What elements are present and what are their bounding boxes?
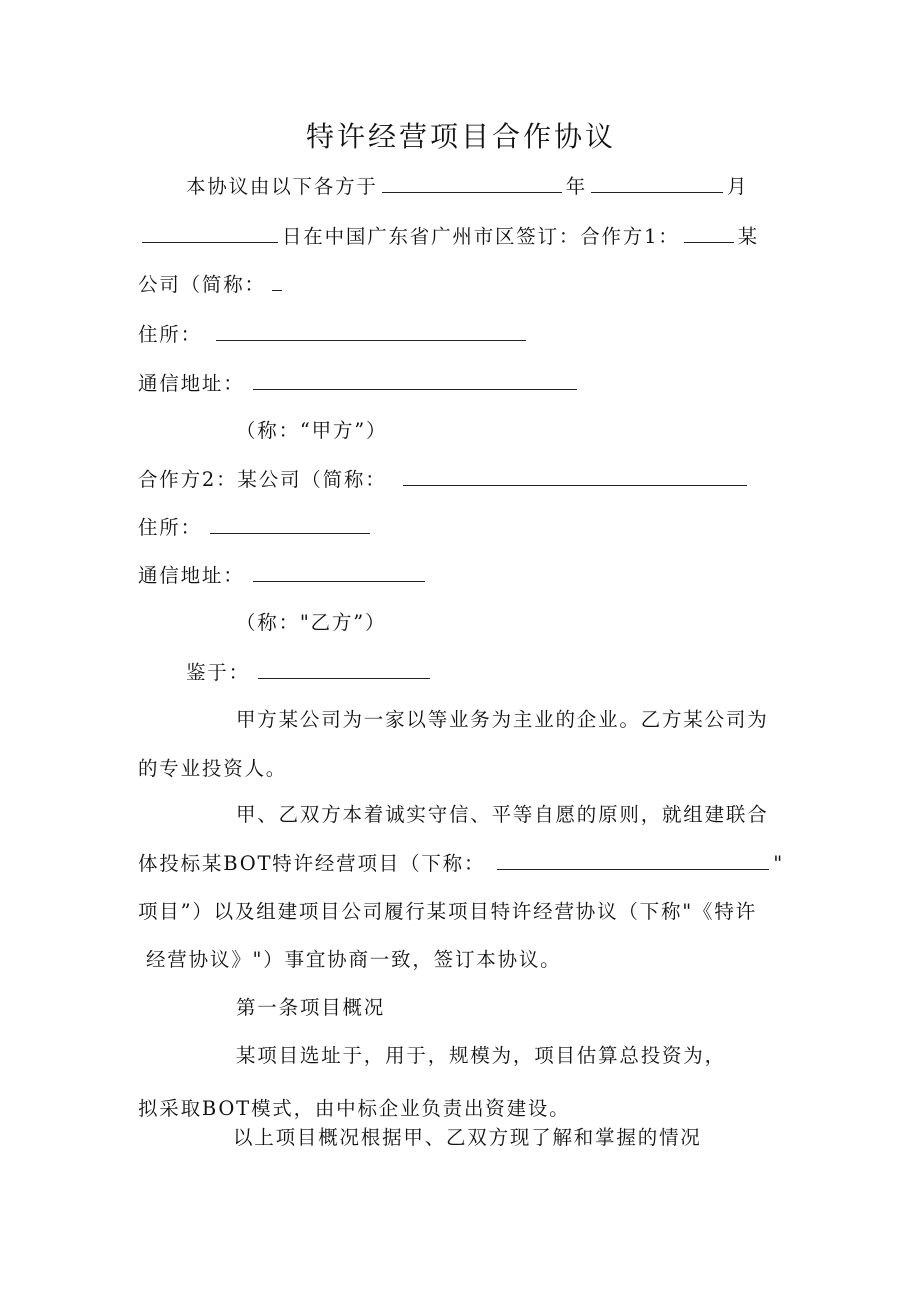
party-b-header: [138, 467, 751, 492]
whereas-p2-line3: 项目”）以及组建项目公司履行某项目特许经营协议（下称"《特许: [138, 900, 757, 923]
blank-whereas: [258, 660, 430, 679]
party-b-called: （称："乙方”）: [236, 611, 387, 634]
party-a-mail-label: 通信地址：: [138, 372, 245, 395]
party-b-address-label: 住所：: [138, 516, 202, 539]
intro-company-suffix: 某: [737, 225, 759, 248]
party-a-address-label: 住所：: [138, 323, 202, 346]
intro-abbr: 公司（简称：: [138, 273, 266, 296]
whereas-p1-line2: 的专业投资人。: [138, 757, 288, 780]
intro-line-3: [138, 272, 282, 297]
party-a-called: （称：“甲方”）: [236, 419, 388, 442]
whereas-p2-line4: 经营协议》"）事宜协商一致，签订本协议。: [146, 948, 562, 971]
intro-month: 月: [727, 175, 749, 198]
blank-company-1: [684, 224, 734, 243]
intro-year: 年: [565, 175, 588, 198]
article-1-line2: 拟采取BOT模式，由中标企业负责出资建设。: [138, 1097, 571, 1120]
whereas-p2-line2-quote: ": [773, 852, 785, 875]
intro-day-place: 日在中国广东省广州市区签订：合作方1：: [282, 225, 680, 248]
party-b-mail-label: 通信地址：: [138, 564, 245, 587]
party-b-mail: [138, 563, 429, 588]
blank-party-a-mail: [253, 371, 577, 390]
article-1-line3: 以上项目概况根据甲、乙双方现了解和掌握的情况: [233, 1126, 702, 1149]
blank-year: [382, 174, 562, 193]
whereas-p2-line2: [138, 851, 784, 876]
intro-prefix: 本协议由以下各方于: [186, 175, 378, 198]
intro-line-2: [142, 224, 759, 249]
blank-party-a-address: [216, 322, 526, 341]
party-b-header-text: 合作方2：某公司（简称：: [138, 468, 387, 491]
blank-day: [142, 224, 278, 243]
blank-month: [591, 174, 723, 193]
intro-line-1: [186, 174, 748, 199]
whereas-p2-line2-text: 体投标某BOT特许经营项目（下称：: [138, 852, 486, 875]
blank-party-b-mail: [253, 563, 425, 582]
party-a-address: [138, 322, 530, 347]
blank-party-b-abbr: [403, 467, 747, 486]
document-title: 特许经营项目合作协议: [306, 120, 617, 153]
blank-project-name: [497, 851, 769, 870]
blank-party-b-address: [210, 515, 370, 534]
article-1-heading: 第一条项目概况: [236, 996, 386, 1019]
whereas-p2-line1: 甲、乙双方本着诚实守信、平等自愿的原则，就组建联合: [236, 803, 769, 826]
blank-abbr-1: [272, 272, 282, 291]
party-b-address: [138, 515, 374, 540]
article-1-line1: 某项目选址于，用于，规模为，项目估算总投资为，: [236, 1044, 726, 1067]
whereas-p1-line1: 甲方某公司为一家以等业务为主业的企业。乙方某公司为: [236, 708, 769, 731]
whereas-line: [186, 660, 434, 685]
party-a-mail: [138, 371, 581, 396]
whereas-label: 鉴于：: [186, 661, 250, 684]
